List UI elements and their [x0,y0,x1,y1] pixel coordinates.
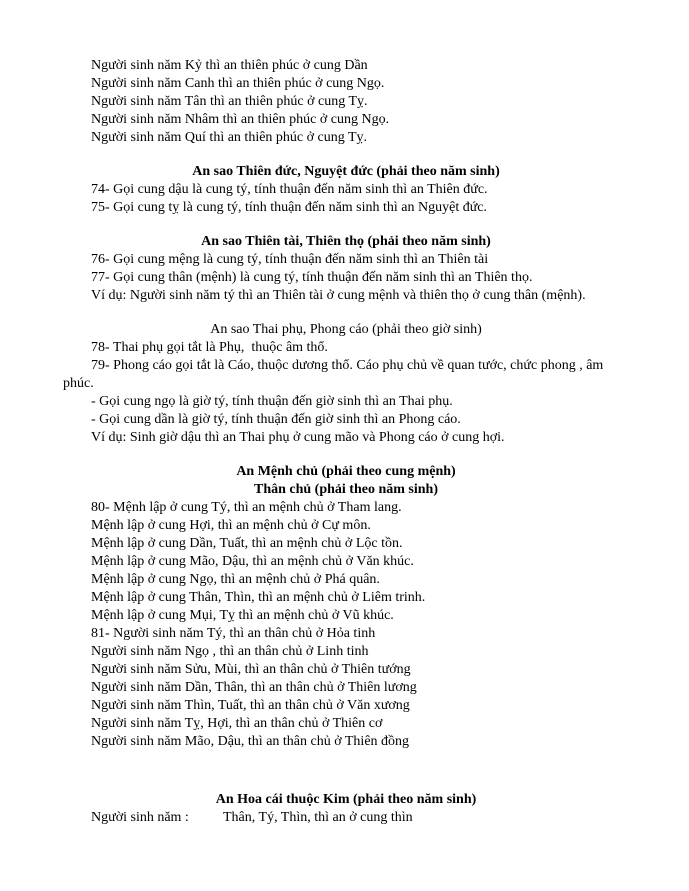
section-heading: An sao Thiên đức, Nguyệt đức (phải theo năm sinh) [192,164,500,179]
text-line: Người sinh năm Mão, Dậu, thì an thân chủ ở Thiên đồng [91,734,410,749]
text-line: 74- Gọi cung dậu là cung tý, tính thuận đến năm sinh thì an Thiên đức. [91,182,488,197]
section-thai-phu-phong-cao [63,321,629,447]
text-line: Người sinh năm Dần, Thân, thì an thân chủ ở Thiên lương [91,680,417,695]
text-line: Người sinh năm Thìn, Tuất, thì an thân chủ ở Văn xương [91,698,410,713]
text-line: Người sinh năm Tỵ, Hợi, thì an thân chủ ở Thiên cơ [91,716,383,731]
text-line: Mệnh lập ở cung Hợi, thì an mệnh chủ ở Cự môn. [91,518,371,533]
text-line: 79- Phong cáo gọi tắt là Cáo, thuộc dương thổ. Cáo phụ chủ về quan tước, chức phong , âm [91,358,604,373]
text-line: 77- Gọi cung thân (mệnh) là cung tý, tính thuận đến năm sinh thì an Thiên thọ. [91,270,533,285]
year-label: Người sinh năm : [91,810,189,825]
section-hoa-cai [63,791,629,827]
text-line: Người sinh năm Nhâm thì an thiên phúc ở cung Ngọ. [91,112,390,127]
text-line: 78- Thai phụ gọi tắt là Phụ, thuộc âm thổ. [91,340,328,355]
section-heading: An sao Thiên tài, Thiên thọ (phải theo năm sinh) [201,234,491,249]
section-thien-tai-thien-tho [63,233,629,305]
section-menh-chu-than-chu [63,463,629,751]
text-line: Mệnh lập ở cung Ngọ, thì an mệnh chủ ở Phá quân. [91,572,380,587]
text-line: Mệnh lập ở cung Mụi, Tỵ thì an mệnh chủ ở Vũ khúc. [91,608,394,623]
text-line: Người sinh năm Quí thì an thiên phúc ở cung Tỵ. [91,130,368,145]
year-value: Thân, Tý, Thìn, thì an ở cung thìn [223,810,413,825]
section-thien-phuc [63,57,629,147]
text-line: Người sinh năm Kỷ thì an thiên phúc ở cung Dần [91,58,368,73]
text-line: Người sinh năm Tân thì an thiên phúc ở cung Tỵ. [91,94,368,109]
section-heading: An Hoa cái thuộc Kim (phải theo năm sinh) [215,792,477,807]
section-heading: An sao Thai phụ, Phong cáo (phải theo giờ sinh) [210,322,482,337]
text-line [63,809,629,827]
text-line: Ví dụ: Sinh giờ dậu thì an Thai phụ ở cung mão và Phong cáo ở cung hợi. [91,430,505,445]
text-line: - Gọi cung dần là giờ tý, tính thuận đến giờ sinh thì an Phong cáo. [91,412,461,427]
section-heading: Thân chủ (phải theo năm sinh) [253,482,438,497]
text-line: 80- Mệnh lập ở cung Tý, thì an mệnh chủ ở Tham lang. [91,500,402,515]
text-line: Người sinh năm Ngọ , thì an thân chủ ở Linh tinh [91,644,369,659]
text-line: phúc. [63,376,94,391]
text-line: Mệnh lập ở cung Dần, Tuất, thì an mệnh chủ ở Lộc tồn. [91,536,403,551]
text-line: Mệnh lập ở cung Thân, Thìn, thì an mệnh chủ ở Liêm trinh. [91,590,426,605]
section-heading: An Mệnh chủ (phải theo cung mệnh) [236,464,456,479]
text-line: Người sinh năm Canh thì an thiên phúc ở cung Ngọ. [91,76,385,91]
text-line: Người sinh năm Sửu, Mùi, thì an thân chủ ở Thiên tướng [91,662,411,677]
section-thien-duc-nguyet-duc [63,163,629,217]
text-line: 76- Gọi cung mệng là cung tý, tính thuận đến năm sinh thì an Thiên tài [91,252,489,267]
text-line: Mệnh lập ở cung Mão, Dậu, thì an mệnh chủ ở Văn khúc. [91,554,414,569]
text-line: 75- Gọi cung tỵ là cung tý, tính thuận đến năm sinh thì an Nguyệt đức. [91,200,488,215]
text-line: Ví dụ: Người sinh năm tý thì an Thiên tài ở cung mệnh và thiên thọ ở cung thân (mệnh). [91,288,586,303]
text-line: - Gọi cung ngọ là giờ tý, tính thuận đến giờ sinh thì an Thai phụ. [91,394,453,409]
text-line: 81- Người sinh năm Tý, thì an thân chủ ở Hỏa tinh [91,626,376,641]
